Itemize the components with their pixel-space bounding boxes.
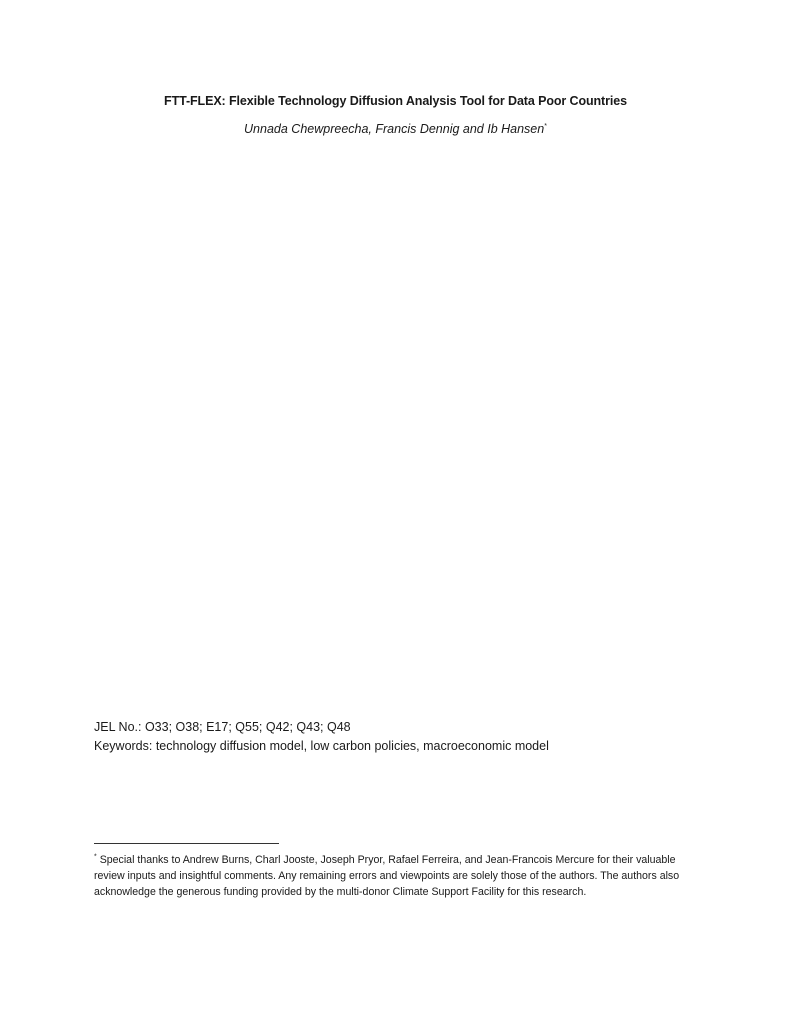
author-footnote-mark: * xyxy=(544,122,547,130)
paper-title: FTT-FLEX: Flexible Technology Diffusion Analysis Tool for Data Poor Countries xyxy=(164,94,627,108)
footnote-text: Special thanks to Andrew Burns, Charl Jooste, Joseph Pryor, Rafael Ferreira, and Jean-Francois Mercure for their valuable review inputs and insightful comments. Any remaining errors and viewpoints are solely those of the authors. The authors also acknowledge the generous funding provided by the multi-donor Climate Support Facility for this research. xyxy=(94,854,680,898)
footnote-divider xyxy=(94,843,279,844)
paper-authors xyxy=(0,122,791,136)
jel-codes: JEL No.: O33; O38; E17; Q55; Q42; Q43; Q48 xyxy=(94,720,351,734)
author-names: Unnada Chewpreecha, Francis Dennig and Ib Hansen xyxy=(244,122,545,136)
footnote xyxy=(94,852,694,900)
paper-metadata xyxy=(94,718,694,756)
footnote-mark: * xyxy=(94,853,97,861)
keywords: Keywords: technology diffusion model, low carbon policies, macroeconomic model xyxy=(94,739,549,753)
